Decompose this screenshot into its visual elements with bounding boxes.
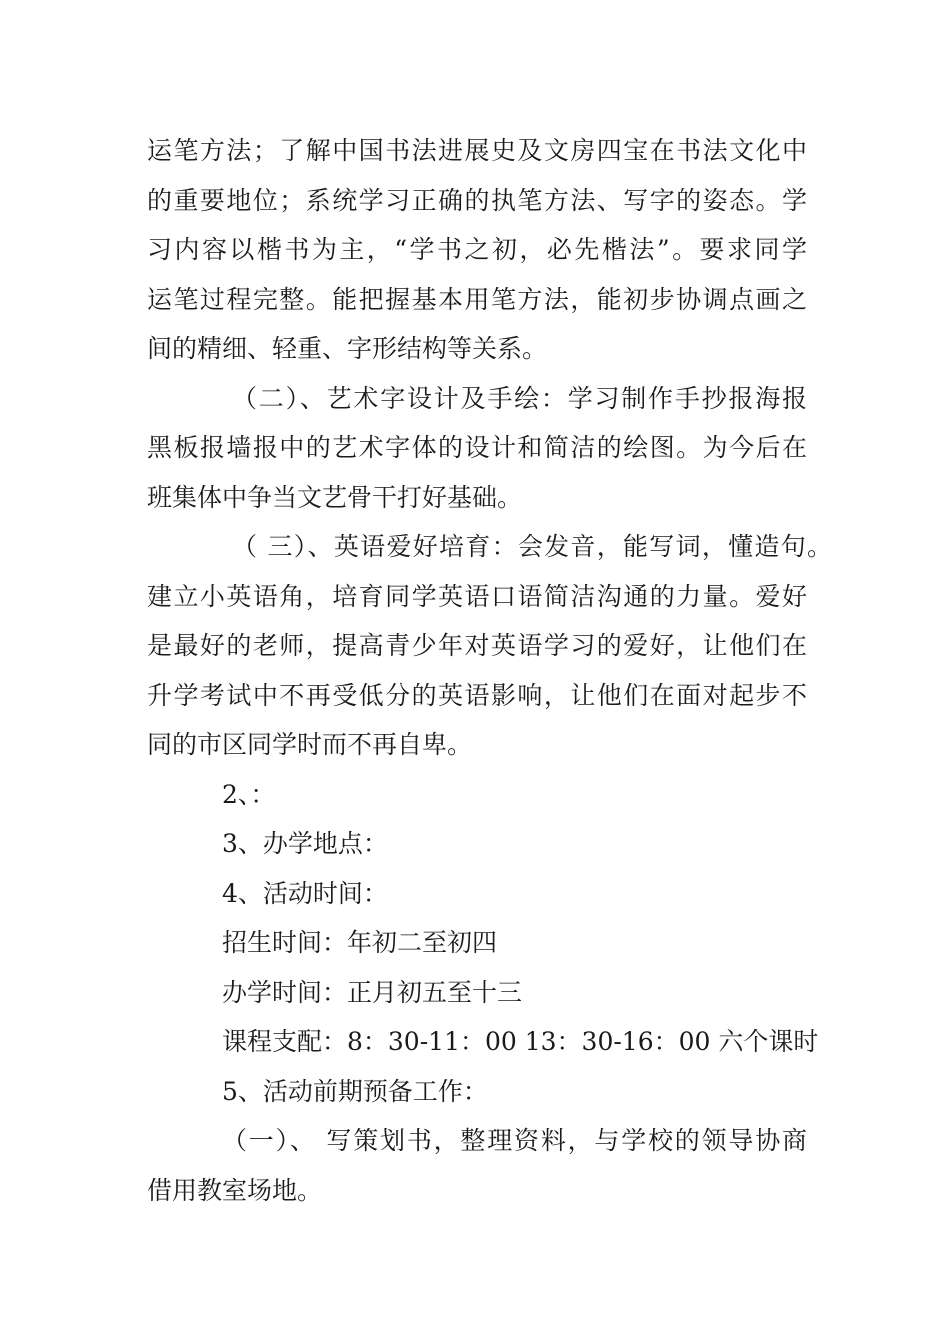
list-item: 2、：	[222, 779, 276, 809]
text-line: 的重要地位；系统学习正确的执笔方法、写字的姿态。学	[147, 185, 807, 215]
list-item: 5、活动前期预备工作：	[222, 1076, 488, 1106]
list-item: 3、办学地点：	[222, 829, 388, 858]
text-line: 运笔过程完整。能把握基本用笔方法，能初步协调点画之	[147, 284, 807, 314]
list-item: （一）、 写策划书，整理资料，与学校的领导协商	[222, 1126, 807, 1155]
section-heading: （ 三）、英语爱好培育：会发音，能写词，懂造句。	[232, 532, 832, 561]
list-item: 招生时间：年初二至初四	[222, 928, 498, 957]
text-line: 是最好的老师，提高青少年对英语学习的爱好，让他们在	[147, 631, 807, 660]
list-item: 4、活动时间：	[222, 878, 388, 908]
list-item: 办学时间：正月初五至十三	[222, 977, 523, 1007]
list-item: 课程支配：8：30-11：00 13：30-16：00 六个课时	[222, 1027, 819, 1056]
text-line: 借用教室场地。	[147, 1175, 323, 1205]
section-heading: （二）、艺术字设计及手绘：学习制作手抄报海报	[232, 383, 807, 413]
text-line: 习内容以楷书为主，“学书之初，必先楷法”。要求同学	[147, 235, 807, 264]
text-line: 运笔方法；了解中国书法进展史及文房四宝在书法文化中	[147, 136, 807, 165]
text-line: 同的市区同学时而不再自卑。	[147, 730, 473, 759]
text-line: 黑板报墙报中的艺术字体的设计和简洁的绘图。为今后在	[147, 433, 807, 462]
document-body	[147, 126, 832, 1215]
text-line: 间的精细、轻重、字形结构等关系。	[147, 334, 548, 363]
text-line: 班集体中争当文艺骨干打好基础。	[147, 482, 523, 512]
text-line: 升学考试中不再受低分的英语影响，让他们在面对起步不	[147, 680, 807, 710]
text-line: 建立小英语角，培育同学英语口语简洁沟通的力量。爱好	[147, 581, 807, 611]
